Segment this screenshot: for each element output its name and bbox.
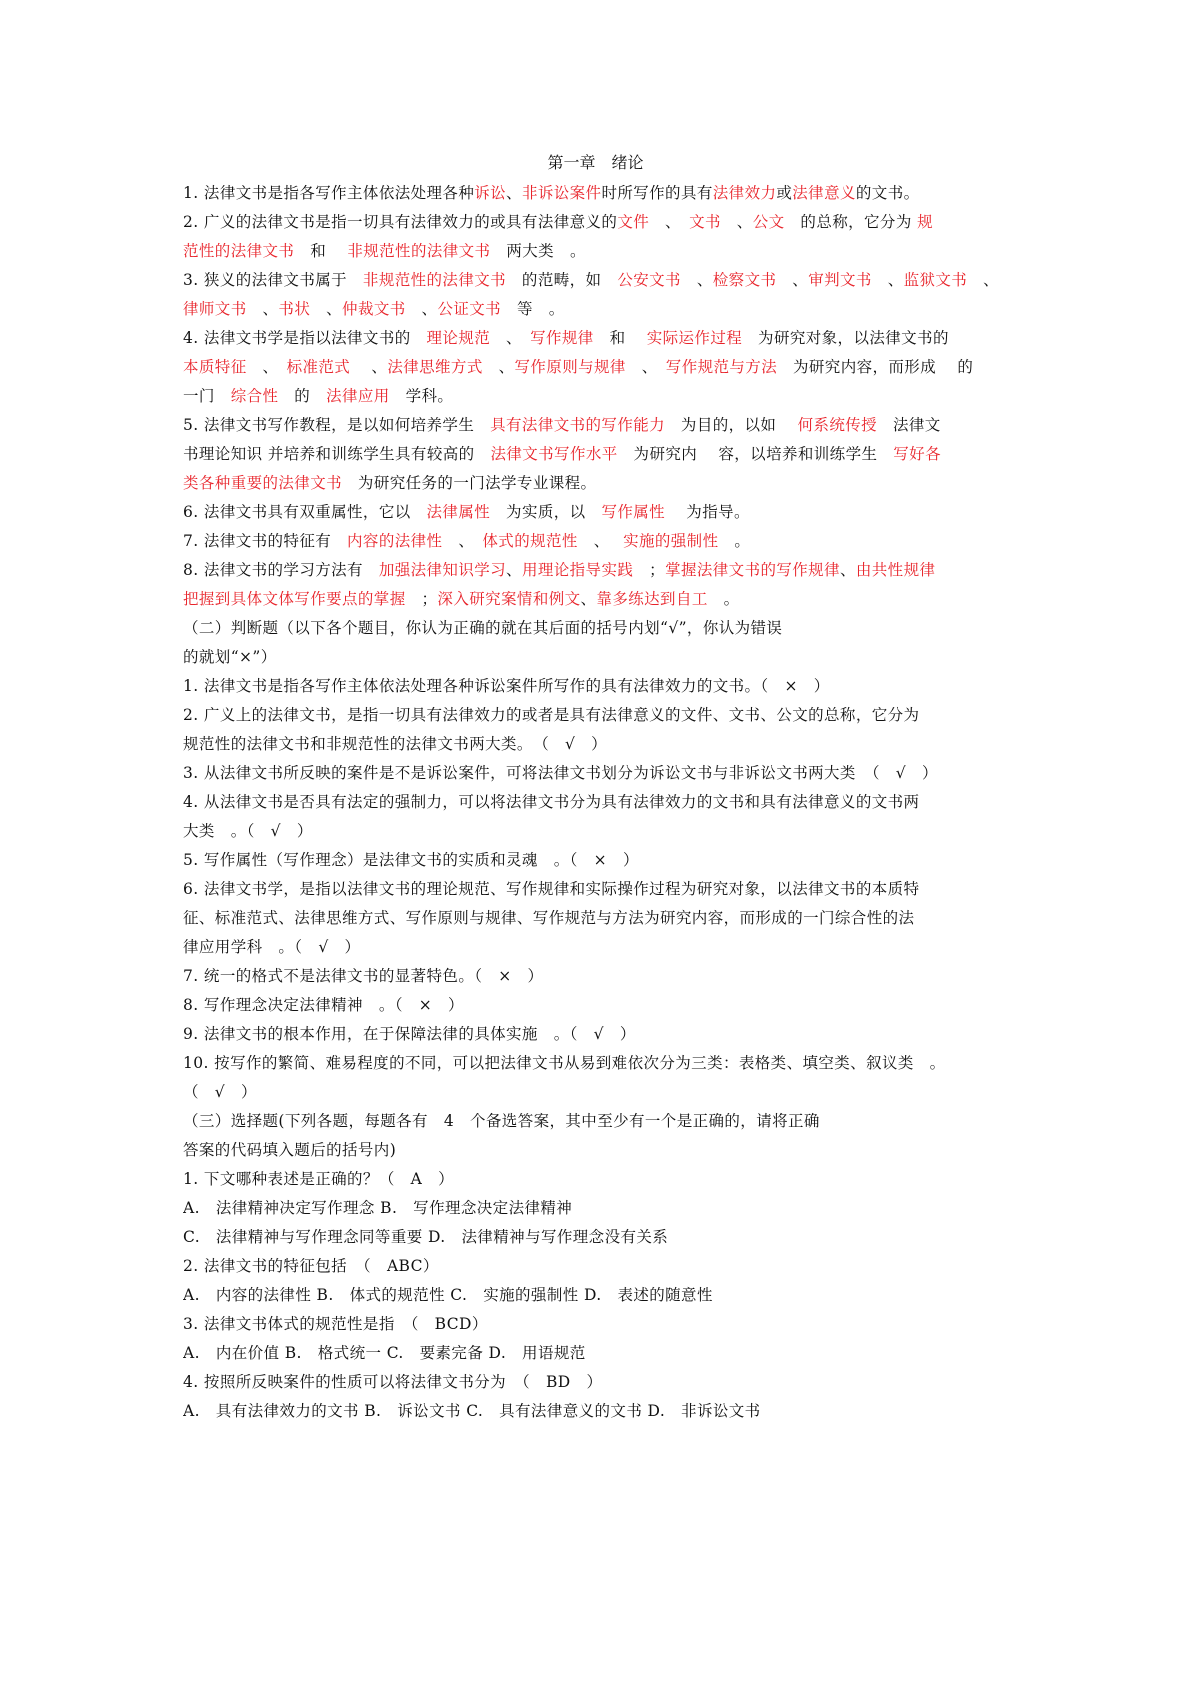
text-segment: 两大类 。	[490, 242, 586, 260]
text-line	[183, 1226, 1013, 1248]
text-segment: A. 内容的法律性 B. 体式的规范性 C. 实施的强制性 D. 表述的随意性	[183, 1286, 713, 1304]
answer-text: 把握到具体文体写作要点的掌握	[183, 590, 406, 608]
text-segment: 、	[350, 358, 388, 376]
answer-text: 法律思维方式	[387, 358, 483, 376]
answer-text: 公证文书	[437, 300, 502, 318]
text-segment: 、	[776, 271, 809, 289]
text-segment: 8. 写作理念决定法律精神 。（ × ）	[183, 996, 464, 1014]
text-line	[183, 878, 1013, 900]
text-segment: 、	[839, 561, 856, 579]
answer-text: 何系统传授	[797, 416, 878, 434]
answer-text: 非诉讼案件	[521, 184, 602, 202]
text-segment: 、	[310, 300, 343, 318]
text-line	[183, 1197, 1013, 1219]
text-line	[183, 443, 1013, 465]
answer-text: 诉讼	[474, 184, 507, 202]
answer-text: 本质特征	[183, 358, 247, 376]
answer-text: 掌握法律文书的写作规律	[665, 561, 840, 579]
answer-text: 监狱文书	[903, 271, 968, 289]
text-line	[183, 530, 1013, 552]
text-line	[183, 1081, 1013, 1103]
text-line	[183, 791, 1013, 813]
text-segment: （二）判断题（以下各个题目，你认为正确的就在其后面的括号内划“√”，你认为错误	[183, 619, 783, 637]
text-segment: 为目的，以如	[665, 416, 798, 434]
answer-text: 深入研究案情和例文	[437, 590, 581, 608]
answer-text: 实际运作过程	[646, 329, 743, 347]
text-line	[183, 211, 1013, 233]
text-segment: A. 内在价值 B. 格式统一 C. 要素完备 D. 用语规范	[183, 1344, 586, 1362]
text-segment: 学科。	[389, 387, 454, 405]
text-line	[183, 240, 1013, 262]
text-segment: 、	[871, 271, 904, 289]
text-segment: 、	[442, 532, 483, 550]
text-segment: 一门	[183, 387, 231, 405]
text-segment: 为指导。	[665, 503, 750, 521]
text-line	[183, 907, 1013, 929]
text-segment: 、	[649, 213, 690, 231]
text-line	[183, 965, 1013, 987]
text-segment: C. 法律精神与写作理念同等重要 D. 法律精神与写作理念没有关系	[183, 1228, 669, 1246]
text-segment: 5. 写作属性（写作理念）是法律文书的实质和灵魂 。（ × ）	[183, 851, 639, 869]
answer-text: 类各种重要的法律文书	[183, 474, 343, 492]
answer-text: 文书	[689, 213, 721, 231]
text-segment: 、	[405, 300, 438, 318]
text-line	[183, 1052, 1013, 1074]
text-line	[183, 1110, 1013, 1132]
answer-text: 内容的法律性	[347, 532, 443, 550]
text-segment: 4. 按照所反映案件的性质可以将法律文书分为 （ BD ）	[183, 1373, 603, 1391]
text-line	[183, 733, 1013, 755]
answer-text: 规	[917, 213, 933, 231]
text-segment: 的总称，它分为	[784, 213, 918, 231]
text-line	[183, 327, 1013, 349]
text-segment: 书理论知识 并培养和训练学生具有较高的	[183, 445, 491, 463]
answer-text: 检察文书	[712, 271, 777, 289]
text-segment: 律应用学科 。（ √ ）	[183, 938, 361, 956]
text-segment: 6. 法律文书具有双重属性，它以	[183, 503, 427, 521]
answer-text: 写作规律	[530, 329, 594, 347]
text-line	[183, 1342, 1013, 1364]
text-segment: 法律文	[877, 416, 941, 434]
text-segment: 1. 法律文书是指各写作主体依法处理各种诉讼案件所写作的具有法律效力的文书。（ × ）	[183, 677, 830, 695]
text-segment: 10. 按写作的繁简、难易程度的不同，可以把法律文书从易到难依次分为三类：表格类、填空类、叙议类 。	[183, 1054, 946, 1072]
answer-text: 公文	[752, 213, 785, 231]
text-segment: 3. 狭义的法律文书属于	[183, 271, 363, 289]
answer-text: 写好各	[893, 445, 941, 463]
text-line	[183, 617, 1013, 639]
text-segment: 5. 法律文书写作教程，是以如何培养学生	[183, 416, 491, 434]
text-segment: 为研究内 容，以培养和训练学生	[617, 445, 894, 463]
answer-text: 写作属性	[601, 503, 666, 521]
text-line	[183, 298, 1013, 320]
text-line	[183, 1371, 1013, 1393]
text-line	[183, 704, 1013, 726]
text-line	[183, 646, 1013, 668]
answer-text: 仲裁文书	[342, 300, 406, 318]
answer-text: 理论规范	[426, 329, 491, 347]
answer-text: 书状	[278, 300, 311, 318]
text-segment: 、	[490, 329, 531, 347]
text-segment: （三）选择题(下列各题，每题各有 4 个备选答案，其中至少有一个是正确的，请将正确	[183, 1112, 820, 1130]
answer-text: 律师文书	[183, 300, 247, 318]
text-line	[183, 1284, 1013, 1306]
chapter-title: 第一章 绪论	[547, 153, 644, 172]
answer-text: 法律应用	[326, 387, 390, 405]
text-segment: 2. 法律文书的特征包括 （ ABC）	[183, 1257, 439, 1275]
answer-text: 用理论指导实践	[521, 561, 634, 579]
text-line	[183, 994, 1013, 1016]
answer-text: 非规范性的法律文书	[362, 271, 507, 289]
text-line	[183, 1168, 1013, 1190]
text-segment: 4. 从法律文书是否具有法定的强制力，可以将法律文书分为具有法律效力的文书和具有法律意义的文书两	[183, 793, 920, 811]
text-segment: 1. 法律文书是指各写作主体依法处理各种	[183, 184, 475, 202]
text-segment: 。	[707, 590, 740, 608]
text-line	[183, 762, 1013, 784]
text-segment: （ √ ）	[183, 1083, 257, 1101]
answer-text: 写作规范与方法	[665, 358, 778, 376]
text-segment: 、	[246, 358, 287, 376]
text-segment: 、	[506, 184, 522, 202]
text-line	[183, 559, 1013, 581]
text-segment: A. 法律精神决定写作理念 B. 写作理念决定法律精神	[183, 1199, 573, 1217]
text-segment: 、	[625, 358, 666, 376]
answer-text: 法律意义	[792, 184, 856, 202]
text-segment: 2. 广义的法律文书是指一切具有法律效力的或具有法律意义的	[183, 213, 618, 231]
text-segment: 3. 从法律文书所反映的案件是不是诉讼案件，可将法律文书划分为诉讼文书与非诉讼文书两大类 （ √ ）	[183, 764, 938, 782]
text-segment: ；	[405, 590, 438, 608]
answer-text: 实施的强制性	[623, 532, 719, 550]
text-segment: 1. 下文哪种表述是正确的？（ A ）	[183, 1170, 455, 1188]
text-line	[183, 269, 1013, 291]
text-segment: 为研究内容，而形成 的	[777, 358, 974, 376]
answer-text: 法律文书写作水平	[490, 445, 618, 463]
text-line	[183, 356, 1013, 378]
answer-text: 公安文书	[617, 271, 681, 289]
answer-text: 范性的法律文书	[183, 242, 295, 260]
text-line	[183, 1400, 1013, 1422]
answer-text: 法律属性	[426, 503, 491, 521]
text-segment: 、	[580, 590, 597, 608]
answer-text: 法律效力	[712, 184, 777, 202]
text-segment: 的	[278, 387, 327, 405]
text-segment: 规范性的法律文书和非规范性的法律文书两大类。 （ √ ）	[183, 735, 608, 753]
text-segment: 等 。	[501, 300, 565, 318]
text-segment: ；	[633, 561, 666, 579]
text-segment: 2. 广义上的法律文书，是指一切具有法律效力的或者是具有法律意义的文件、文书、公文的总称，它分为	[183, 706, 920, 724]
text-segment: 9. 法律文书的根本作用，在于保障法律的具体实施 。（ √ ）	[183, 1025, 636, 1043]
answer-text: 具有法律文书的写作能力	[490, 416, 666, 434]
text-segment: 为实质，以	[490, 503, 602, 521]
text-segment: 、	[506, 561, 522, 579]
text-segment: 、	[720, 213, 753, 231]
text-segment: 为研究任务的一门法学专业课程。	[342, 474, 597, 492]
text-segment: 、	[246, 300, 279, 318]
answer-text: 体式的规范性	[482, 532, 578, 550]
text-segment: 4. 法律文书学是指以法律文书的	[183, 329, 427, 347]
text-line	[183, 588, 1013, 610]
text-segment: 或	[776, 184, 793, 202]
text-segment: 。	[718, 532, 751, 550]
text-segment: 、	[577, 532, 624, 550]
text-segment: 的文书。	[855, 184, 920, 202]
answer-text: 写作原则与规律	[514, 358, 626, 376]
text-segment: 征、标准范式、法律思维方式、写作原则与规律、写作规范与方法为研究内容，而形成的一门综合性的法	[183, 909, 915, 927]
text-segment: 6. 法律文书学，是指以法律文书的理论规范、写作规律和实际操作过程为研究对象，以法律文书的本质特	[183, 880, 920, 898]
text-segment: 和	[294, 242, 348, 260]
text-segment: 时所写作的具有	[601, 184, 713, 202]
text-line	[183, 675, 1013, 697]
text-line	[183, 501, 1013, 523]
text-segment: 、	[967, 271, 1000, 289]
text-segment: 的就划“×”）	[183, 648, 277, 666]
text-line	[183, 1023, 1013, 1045]
text-segment: 答案的代码填入题后的括号内)	[183, 1141, 397, 1159]
answer-text: 综合性	[230, 387, 279, 405]
text-line	[183, 1139, 1013, 1161]
text-line	[183, 936, 1013, 958]
text-segment: 7. 统一的格式不是法律文书的显著特色。（ × ）	[183, 967, 544, 985]
answer-text: 标准范式	[286, 358, 351, 376]
text-line	[183, 385, 1013, 407]
text-segment: 8. 法律文书的学习方法有	[183, 561, 379, 579]
text-line	[183, 1313, 1013, 1335]
answer-text: 靠多练达到自工	[596, 590, 708, 608]
text-segment: 为研究对象，以法律文书的	[742, 329, 949, 347]
text-line	[183, 414, 1013, 436]
text-line	[183, 1255, 1013, 1277]
answer-text: 非规范性的法律文书	[347, 242, 491, 260]
text-segment: A. 具有法律效力的文书 B. 诉讼文书 C. 具有法律意义的文书 D. 非诉讼文书	[183, 1402, 761, 1420]
text-line	[183, 472, 1013, 494]
answer-text: 文件	[617, 213, 650, 231]
answer-text: 审判文书	[808, 271, 872, 289]
answer-text: 加强法律知识学习	[378, 561, 507, 579]
text-line	[183, 182, 1013, 204]
answer-text: 由共性规律	[855, 561, 936, 579]
text-segment: 、	[482, 358, 515, 376]
text-segment: 、	[680, 271, 713, 289]
text-segment: 3. 法律文书体式的规范性是指 （ BCD）	[183, 1315, 488, 1333]
text-segment: 大类 。（ √ ）	[183, 822, 313, 840]
text-segment: 的范畴，如	[506, 271, 618, 289]
text-segment: 7. 法律文书的特征有	[183, 532, 348, 550]
text-line	[183, 820, 1013, 842]
text-line	[183, 849, 1013, 871]
text-segment: 和	[593, 329, 647, 347]
